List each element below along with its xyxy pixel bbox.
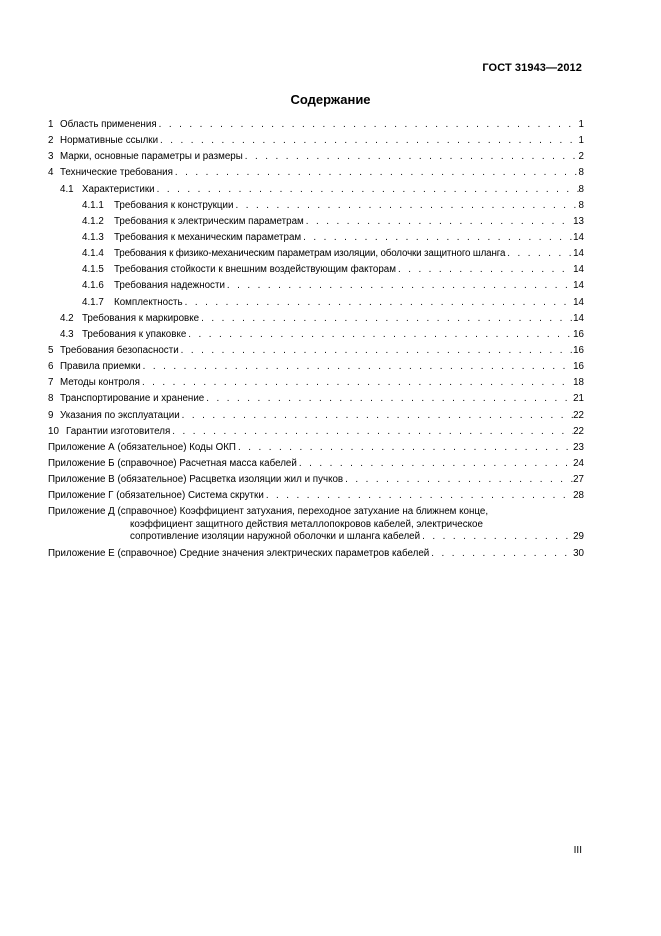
toc-number: 4.1.6 xyxy=(82,280,104,292)
toc-page: 14 xyxy=(573,264,584,276)
toc-number: 10 xyxy=(48,425,59,437)
toc-entry[interactable] xyxy=(48,200,584,212)
toc-entry[interactable] xyxy=(48,119,584,131)
toc-page: 1 xyxy=(578,119,584,130)
dot-leader xyxy=(155,184,579,196)
toc-text: Марки, основные параметры и размеры xyxy=(60,151,243,163)
toc-page: 8 xyxy=(578,183,584,195)
toc-page: 16 xyxy=(573,344,584,356)
dot-leader xyxy=(236,442,573,454)
toc-number: 6 xyxy=(48,361,54,373)
toc-entry[interactable] xyxy=(48,361,584,373)
toc-entry[interactable] xyxy=(48,377,584,389)
toc-entry[interactable] xyxy=(48,184,584,196)
toc-number: 9 xyxy=(48,409,54,421)
toc-text: Технические требования xyxy=(60,167,173,179)
toc-number: 4.1.3 xyxy=(82,231,104,243)
dot-leader xyxy=(183,297,574,309)
toc-page: 22 xyxy=(573,425,584,437)
toc-number: 8 xyxy=(48,393,54,405)
dot-leader xyxy=(505,248,573,260)
dot-leader xyxy=(233,200,578,212)
toc-appendix-entry[interactable] xyxy=(48,548,584,560)
dot-leader xyxy=(420,531,573,544)
dot-leader xyxy=(180,410,573,422)
toc-number: 4.1.5 xyxy=(82,264,104,276)
toc-page: 14 xyxy=(573,248,584,260)
toc-number: 4 xyxy=(48,167,54,179)
toc-page: 18 xyxy=(573,377,584,389)
toc-text: Приложение А (обязательное) Коды ОКП xyxy=(48,441,236,453)
toc-text: Требования к конструкции xyxy=(114,199,234,211)
toc-number: 4.1.7 xyxy=(82,296,104,308)
toc-text: Комплектность xyxy=(114,296,183,308)
toc-number: 4.3 xyxy=(60,328,74,340)
dot-leader xyxy=(429,548,573,560)
toc-number: 4.1.2 xyxy=(82,215,104,227)
toc-text: Требования безопасности xyxy=(60,344,179,356)
toc-text: Приложение Е (справочное) Средние значения электрических параметров кабелей xyxy=(48,547,430,559)
dot-leader xyxy=(199,313,573,325)
toc-text: Требования к маркировке xyxy=(82,312,200,324)
toc-entry[interactable] xyxy=(48,410,584,422)
toc-text: Требования надежности xyxy=(114,280,225,292)
dot-leader xyxy=(396,264,573,276)
page-title: Содержание xyxy=(290,92,371,107)
dot-leader xyxy=(157,119,579,131)
page-number: III xyxy=(573,845,582,856)
toc-page: 14 xyxy=(573,296,584,308)
toc-entry[interactable] xyxy=(48,345,584,357)
toc-number: 7 xyxy=(48,377,54,389)
toc-appendix-entry[interactable] xyxy=(48,474,584,486)
toc-text: Область применения xyxy=(60,119,157,130)
table-of-contents xyxy=(48,119,584,564)
toc-page: 8 xyxy=(578,199,584,211)
toc-number: 4.1.4 xyxy=(82,248,104,260)
toc-text: Правила приемки xyxy=(60,361,141,373)
toc-number: 3 xyxy=(48,151,54,163)
dot-leader xyxy=(343,474,573,486)
toc-text: Нормативные ссылки xyxy=(60,135,159,147)
toc-number: 1 xyxy=(48,119,54,130)
toc-text: коэффициент защитного действия металлопокровов кабелей, электрическое xyxy=(130,518,483,530)
dot-leader xyxy=(301,232,573,244)
toc-page: 1 xyxy=(578,135,584,147)
toc-number: 5 xyxy=(48,344,54,356)
toc-page: 24 xyxy=(573,457,584,469)
toc-entry[interactable] xyxy=(48,135,584,147)
toc-text: Характеристики xyxy=(82,183,155,195)
toc-text: Транспортирование и хранение xyxy=(60,393,205,405)
toc-text: сопротивление изоляции наружной оболочки и шланга кабелей xyxy=(130,531,421,543)
toc-page: 13 xyxy=(573,215,584,227)
toc-entry[interactable] xyxy=(48,329,584,341)
toc-entry[interactable] xyxy=(48,264,584,276)
toc-entry[interactable] xyxy=(48,297,584,309)
toc-text: Приложение В (обязательное) Расцветка изоляции жил и пучков xyxy=(48,474,344,486)
document-code: ГОСТ 31943—2012 xyxy=(482,62,582,74)
toc-page: 23 xyxy=(573,441,584,453)
toc-text: Требования стойкости к внешним воздействующим факторам xyxy=(114,264,396,276)
toc-entry[interactable] xyxy=(48,248,584,260)
toc-page: 29 xyxy=(573,531,584,543)
toc-page: 30 xyxy=(573,547,584,559)
dot-leader xyxy=(264,490,573,502)
toc-page: 16 xyxy=(573,328,584,340)
toc-text: Приложение Г (обязательное) Система скрутки xyxy=(48,490,264,502)
toc-entry[interactable] xyxy=(48,232,584,244)
toc-text: Требования к упаковке xyxy=(82,328,187,340)
dot-leader xyxy=(297,458,573,470)
toc-page: 27 xyxy=(573,474,584,486)
toc-text: Требования к физико-механическим параметрам изоляции, оболочки защитного шланга xyxy=(114,248,506,260)
toc-appendix-entry[interactable] xyxy=(48,490,584,502)
toc-text: Требования к механическим параметрам xyxy=(114,231,302,243)
dot-leader xyxy=(158,135,579,147)
dot-leader xyxy=(225,280,573,292)
dot-leader xyxy=(141,361,573,373)
toc-page: 14 xyxy=(573,231,584,243)
toc-appendix-entry[interactable] xyxy=(48,458,584,470)
toc-appendix-entry[interactable] xyxy=(48,506,584,544)
toc-text: Указания по эксплуатации xyxy=(60,409,180,421)
dot-leader xyxy=(173,167,579,179)
dot-leader xyxy=(140,377,573,389)
toc-number: 4.1.1 xyxy=(82,199,104,211)
toc-appendix-entry[interactable] xyxy=(48,442,584,454)
toc-page: 2 xyxy=(578,151,584,163)
dot-leader xyxy=(179,345,573,357)
toc-text: Требования к электрическим параметрам xyxy=(114,215,304,227)
toc-page: 21 xyxy=(573,393,584,405)
toc-text: Приложение Д (справочное) Коэффициент затухания, переходное затухание на ближнем конце, xyxy=(48,506,489,518)
toc-page: 14 xyxy=(573,280,584,292)
toc-entry[interactable] xyxy=(48,426,584,438)
toc-number: 4.1 xyxy=(60,183,74,195)
toc-text: Методы контроля xyxy=(60,377,140,389)
toc-entry[interactable] xyxy=(48,280,584,292)
toc-page: 8 xyxy=(578,167,584,179)
toc-page: 14 xyxy=(573,312,584,324)
toc-entry[interactable] xyxy=(48,167,584,179)
toc-page: 22 xyxy=(573,409,584,421)
dot-leader xyxy=(243,151,579,163)
dot-leader xyxy=(204,393,573,405)
toc-number: 4.2 xyxy=(60,312,74,324)
toc-entry[interactable] xyxy=(48,216,584,228)
toc-entry[interactable] xyxy=(48,393,584,405)
toc-page: 16 xyxy=(573,361,584,373)
dot-leader xyxy=(170,426,573,438)
toc-entry[interactable] xyxy=(48,151,584,163)
toc-number: 2 xyxy=(48,135,54,147)
dot-leader xyxy=(304,216,573,228)
toc-entry[interactable] xyxy=(48,313,584,325)
toc-text: Приложение Б (справочное) Расчетная масса кабелей xyxy=(48,457,297,469)
toc-text: Гарантии изготовителя xyxy=(66,425,171,437)
toc-page: 28 xyxy=(573,490,584,502)
dot-leader xyxy=(186,329,573,341)
